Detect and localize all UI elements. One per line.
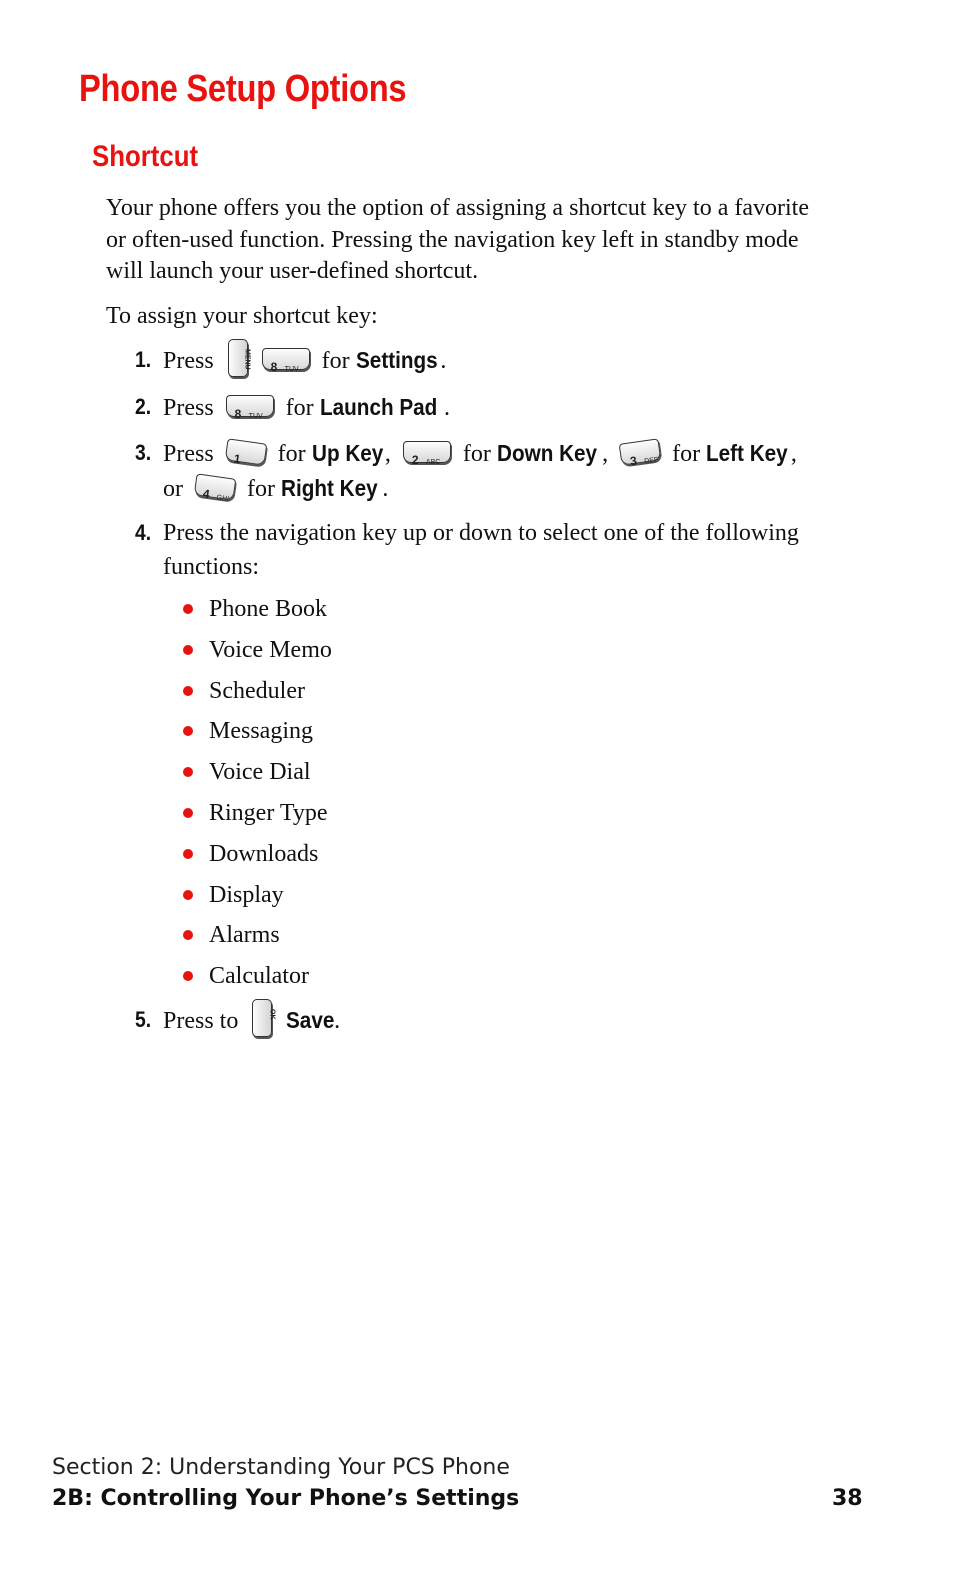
key-8-icon: 8 TUV (262, 348, 310, 370)
up-key-label: Up Key (311, 440, 383, 466)
page-title: Phone Setup Options (79, 68, 407, 110)
step-word-press-to: Press to (163, 1008, 239, 1034)
step-word-for: for (277, 441, 306, 467)
step-2: 2. Press 8 TUV for Launch Pad . (163, 390, 843, 425)
bullet-icon (183, 686, 193, 696)
step-number: 3. (135, 440, 152, 465)
step-4-text: Press the navigation key up or down to select one of the following functions: (163, 520, 799, 580)
bullet-icon (183, 808, 193, 818)
step-4 (135, 516, 843, 584)
list-item: Messaging (183, 715, 332, 756)
bullet-icon (183, 604, 193, 614)
step-word-or: or (163, 476, 183, 502)
key-2-icon: 2 ABC (403, 441, 451, 463)
left-key-label: Left Key (706, 440, 788, 466)
step-3: 3. Press 1 for Up Key, 2 ABC for Down Key , 3 DEF for Left Key , or 4 GHI for Right Key . (163, 436, 843, 506)
step-word-for: for (247, 476, 275, 502)
step-number: 2. (135, 394, 152, 419)
step-word-press: Press (163, 441, 214, 467)
list-item: Scheduler (183, 675, 332, 716)
page-number: 38 (832, 1486, 863, 1511)
step-1: 1. Press MENU 8 TUV for Settings . (163, 343, 843, 381)
footer-chapter: 2B: Controlling Your Phone’s Settings (52, 1486, 520, 1511)
list-item: Calculator (183, 960, 332, 1001)
assign-instruction: To assign your shortcut key: (106, 303, 378, 329)
menu-key-icon: MENU (228, 339, 248, 377)
bullet-icon (183, 971, 193, 981)
list-item: Phone Book (183, 593, 332, 634)
step-number: 4. (135, 520, 152, 545)
section-heading: Shortcut (92, 140, 199, 173)
list-item: Voice Memo (183, 634, 332, 675)
save-label: Save (286, 1007, 335, 1033)
key-1-icon: 1 (224, 439, 267, 466)
list-item: Display (183, 879, 332, 920)
intro-paragraph: Your phone offers you the option of assigning a shortcut key to a favorite or often-used function. Pressing the navigation key left in standby mode will launch your user-defined shortcut. (106, 195, 809, 284)
key-8-icon: 8 TUV (226, 395, 274, 417)
bullet-icon (183, 767, 193, 777)
launch-pad-label: Launch Pad (319, 394, 437, 420)
key-3-icon: 3 DEF (619, 439, 662, 466)
step-word-for: for (462, 441, 491, 467)
step-5: 5. Press to OK Save. (163, 1003, 843, 1041)
list-item: Ringer Type (183, 797, 332, 838)
ok-key-icon: OK (252, 999, 272, 1037)
list-item: Voice Dial (183, 756, 332, 797)
bullet-icon (183, 890, 193, 900)
bullet-icon (183, 930, 193, 940)
step-word-for: for (672, 441, 701, 467)
key-4-icon: 4 GHI (194, 474, 237, 501)
step-number: 1. (135, 347, 152, 372)
step-word-for: for (321, 348, 350, 374)
settings-label: Settings (355, 347, 438, 373)
step-word-for: for (285, 395, 314, 421)
bullet-icon (183, 849, 193, 859)
step-word-press: Press (163, 395, 214, 421)
list-item: Alarms (183, 919, 332, 960)
functions-list (183, 593, 332, 1001)
right-key-label: Right Key (280, 475, 378, 501)
bullet-icon (183, 726, 193, 736)
footer-section: Section 2: Understanding Your PCS Phone (52, 1455, 510, 1480)
step-number: 5. (135, 1007, 152, 1032)
bullet-icon (183, 645, 193, 655)
list-item: Downloads (183, 838, 332, 879)
step-word-press: Press (163, 348, 214, 374)
down-key-label: Down Key (496, 440, 597, 466)
